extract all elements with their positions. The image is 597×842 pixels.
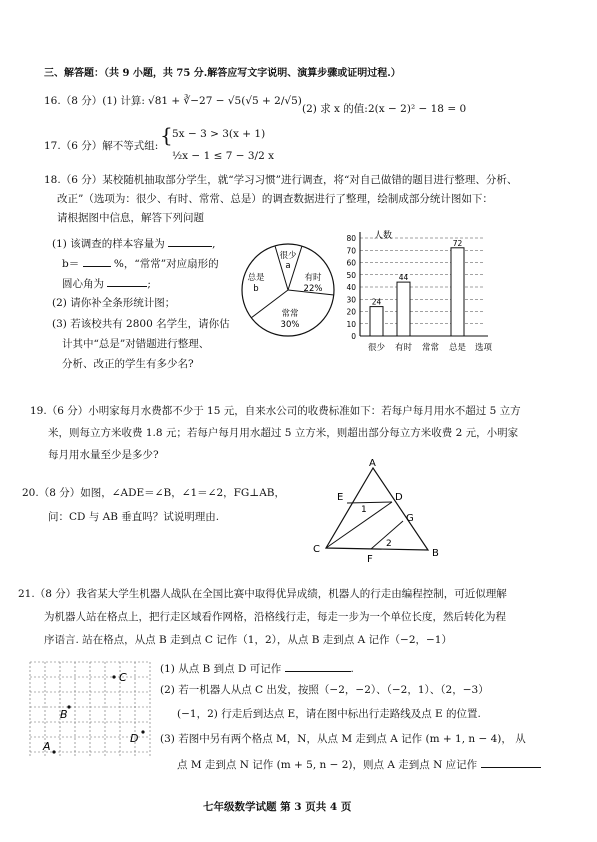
- bar-value-label: 24: [371, 297, 382, 307]
- answer-blank[interactable]: [83, 256, 111, 267]
- triangle-figure: [310, 458, 440, 566]
- q18-intro-1: 18.（6 分）某校随机抽取部分学生，就“学习习惯”进行调查，将“对自己做错的题目进行整理、分析、: [44, 174, 518, 186]
- q21-part2-line1: (2) 若一机器人从点 C 出发，按照（−2，−2）、（−2，1）、（2，−3）: [160, 684, 489, 696]
- q21-part3-text: 点 M 走到点 N 记作 (m + 5, n − 2)，则点 A 走到点 N 应记作: [177, 759, 478, 771]
- y-tick-label: 0: [351, 332, 356, 341]
- grid-label-A: A: [43, 740, 51, 753]
- q17-inequality-1: 5x − 3 > 3(x + 1): [172, 128, 266, 140]
- bar-chart: [336, 228, 506, 358]
- q21-part2-line2: (−1，2) 行走后到达点 E，请在图中标出行走路线及点 E 的位置.: [177, 708, 481, 720]
- answer-blank[interactable]: [168, 236, 212, 247]
- pie-value-few: a: [285, 261, 291, 271]
- point-A-label: A: [369, 458, 376, 469]
- point-G-label: G: [406, 513, 414, 524]
- bar-有时: [397, 282, 410, 336]
- y-tick-label: 60: [346, 258, 356, 268]
- q18-part1-line2: [62, 256, 219, 271]
- pie-label-always: 总是: [247, 273, 265, 283]
- q21-part3-line1: (3) 若图中另有两个格点 M，N，从点 M 走到点 A 记作 (m + 1, n − 4)， 从: [160, 733, 526, 745]
- y-tick-label: 50: [346, 270, 356, 280]
- grid-label-D: D: [130, 732, 139, 745]
- q21-part3-line2: [177, 757, 541, 772]
- pie-value-sometimes: 22%: [303, 284, 323, 294]
- grid-label-B: B: [60, 708, 68, 721]
- coordinate-grid: [28, 660, 150, 760]
- q18-part3-line1: (3) 若该校共有 2800 名学生，请你估: [52, 318, 230, 330]
- q18-central-angle: 圆心角为: [62, 278, 104, 290]
- angle-2-label: 2: [386, 539, 392, 549]
- q18-intro-3: 请根据图中信息，解答下列问题: [57, 212, 204, 224]
- answer-blank[interactable]: [285, 661, 351, 672]
- pie-value-always: b: [253, 284, 259, 294]
- grid-label-C: C: [119, 671, 127, 684]
- point-C-label: C: [313, 544, 320, 555]
- pie-label-often: 常常: [281, 309, 299, 319]
- x-axis-label: 选项: [475, 343, 493, 353]
- q19-line-2: 米，则每立方米收费 1.8 元；若每户每月用水超过 5 立方米，则超出部分每立方米收费 2 元，小明家: [48, 427, 519, 439]
- bar-value-label: 72: [452, 238, 463, 248]
- y-tick-label: 80: [346, 234, 356, 243]
- answer-blank[interactable]: [481, 757, 541, 768]
- pie-label-sometimes: 有时: [304, 273, 322, 283]
- q21-line-3: 序语言. 站在格点，从点 B 走到点 C 记作（1，2），从点 B 走到点 A 记作（−2，−1）: [44, 634, 452, 646]
- bar-value-label: 44: [398, 273, 409, 283]
- point-B-label: B: [432, 548, 439, 559]
- q21-line-1: 21.（8 分）我省某大学生机器人战队在全国比赛中取得优异成绩，机器人的行走由编程控制，可近似理解: [18, 588, 507, 600]
- y-tick-label: 20: [346, 307, 356, 317]
- q17-number: 17.（6 分）解不等式组:: [44, 140, 159, 152]
- x-category-label: 总是: [448, 343, 467, 353]
- y-tick-label: 10: [346, 319, 356, 329]
- system-brace: {: [160, 123, 173, 147]
- q19-line-1: 19.（6 分）小明家每月水费都不少于 15 元，自来水公司的收费标准如下：若每户每月用水不超过 5 立方: [30, 405, 521, 417]
- q20-line-1: 20.（8 分）如图，∠ADE＝∠B，∠1＝∠2，FG⊥AB，: [22, 487, 285, 499]
- q18-part3-line2: 计其中“总是”对错题进行整理、: [62, 338, 210, 350]
- bar-很少: [370, 307, 383, 336]
- q18-part1-line3: 圆心角为 ;: [62, 278, 151, 290]
- point-A-dot: [52, 750, 55, 753]
- q18-part1-text: (1) 该调查的样本容量为: [52, 238, 165, 250]
- q18-part3-line3: 分析、改正的学生有多少名?: [62, 358, 194, 370]
- q18-part1-line1: (1) 该调查的样本容量为 ,: [52, 238, 216, 250]
- q20-line-2: 问：CD 与 AB 垂直吗？试说明理由.: [48, 511, 220, 523]
- q16-part2-label: (2) 求 x 的值:: [302, 103, 368, 115]
- angle-1-label: 1: [361, 505, 367, 515]
- q17-inequality-2: ½x − 1 ≤ 7 − 3/2 x: [172, 150, 275, 162]
- pie-value-often: 30%: [280, 320, 300, 330]
- q18-b-label: b＝: [62, 258, 80, 270]
- q18-intro-2: 改正”（选项为：很少、有时、常常、总是）的调查数据进行了整理，绘制成部分统计图如下：: [57, 193, 493, 205]
- q18-part2: (2) 请你补全条形统计图；: [52, 297, 176, 309]
- y-tick-label: 30: [346, 295, 356, 305]
- point-D-label: D: [395, 492, 403, 503]
- point-D-dot: [141, 730, 144, 733]
- q16-expression-1: √81 + ∛−27 − √5(√5 + 2/√5): [148, 95, 302, 107]
- q21-part1: (1) 从点 B 到点 D 可记作 .: [160, 663, 354, 675]
- answer-blank[interactable]: [107, 276, 147, 287]
- q19-line-3: 每月用水量至少是多少?: [48, 449, 159, 461]
- pie-chart: [238, 240, 338, 340]
- pie-label-few: 很少: [279, 251, 297, 261]
- x-category-label: 很少: [367, 343, 386, 353]
- page-footer: 七年级数学试题 第 3 页共 4 页: [203, 801, 352, 813]
- x-category-label: 常常: [421, 343, 440, 353]
- q16-expression-2: 2(x − 2)² − 18 = 0: [368, 103, 467, 115]
- point-E-label: E: [337, 492, 344, 503]
- q16-number: 16.（8 分）(1) 计算:: [44, 95, 145, 107]
- y-tick-label: 40: [346, 283, 356, 292]
- q21-line-2: 为机器人站在格点上，把行走区域看作网格，沿格线行走，每走一步为一个单位长度，然后转化为程: [44, 611, 506, 623]
- q18-part1-often: %，“常常”对应扇形的: [113, 258, 219, 270]
- x-category-label: 有时: [394, 343, 413, 353]
- y-axis-label: 人数: [374, 231, 393, 241]
- point-F-label: F: [367, 554, 373, 565]
- y-tick-label: 70: [346, 246, 356, 256]
- q21-part1-text: (1) 从点 B 到点 D 可记作: [160, 663, 282, 675]
- section-header: 三、解答题：（共 9 小题，共 75 分.解答应写文字说明、演算步骤或证明过程.）: [44, 68, 401, 79]
- bar-总是: [451, 248, 464, 336]
- point-C-dot: [112, 675, 115, 678]
- point-B-dot: [67, 705, 70, 708]
